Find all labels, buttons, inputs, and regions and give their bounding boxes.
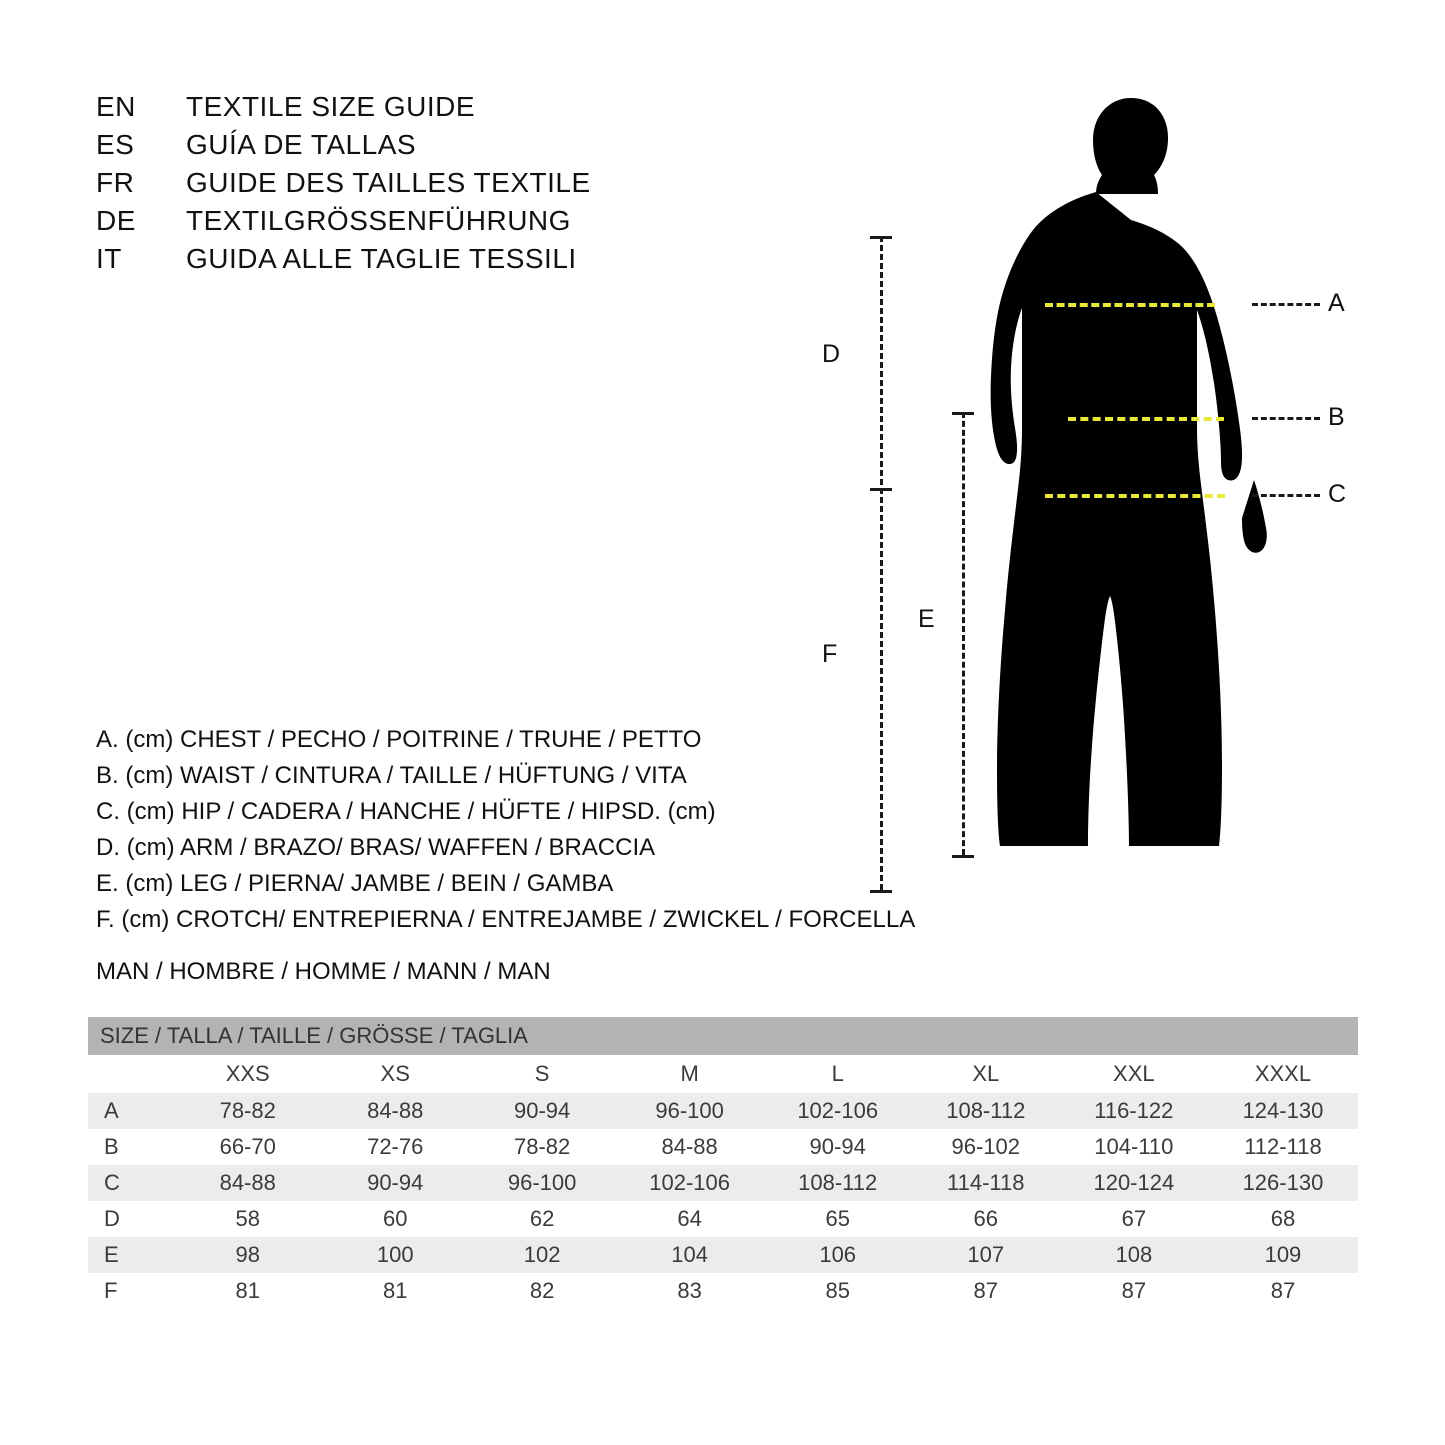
label-e: E — [918, 605, 935, 633]
chest-measure-line — [1045, 303, 1215, 307]
table-row — [88, 1093, 1358, 1129]
man-silhouette-icon — [840, 60, 1380, 960]
cell-a-l: 102-106 — [764, 1093, 912, 1129]
waist-leader-line — [1252, 417, 1320, 420]
cell-e-xl: 107 — [912, 1237, 1060, 1273]
title-text-fr: GUIDE DES TAILLES TEXTILE — [186, 167, 591, 198]
leg-dimension-cap-bottom — [952, 855, 974, 858]
title-text-es: GUÍA DE TALLAS — [186, 129, 417, 160]
legend-e: E. (cm) LEG / PIERNA/ JAMBE / BEIN / GAMBA — [96, 870, 614, 897]
cell-b-l: 90-94 — [764, 1129, 912, 1165]
title-row-it — [96, 240, 736, 278]
cell-d-m: 64 — [616, 1201, 764, 1237]
cell-f-xl: 87 — [912, 1273, 1060, 1309]
size-header-xl: XL — [912, 1055, 1060, 1093]
title-row-de — [96, 202, 736, 240]
size-header-s: S — [469, 1055, 616, 1093]
cell-b-s: 78-82 — [469, 1129, 616, 1165]
cell-e-xxxl: 109 — [1208, 1237, 1358, 1273]
title-lang-it: IT — [96, 243, 122, 274]
table-row — [88, 1237, 1358, 1273]
title-lang-fr: FR — [96, 167, 135, 198]
title-lang-es: ES — [96, 129, 135, 160]
cell-c-xxs: 84-88 — [174, 1165, 322, 1201]
title-lang-en: EN — [96, 91, 136, 122]
table-sizes-row — [88, 1055, 1358, 1093]
size-header-xxs: XXS — [174, 1055, 322, 1093]
cell-e-s: 102 — [469, 1237, 616, 1273]
legend-a: A. (cm) CHEST / PECHO / POITRINE / TRUHE / PETTO — [96, 726, 702, 753]
cell-b-xs: 72-76 — [322, 1129, 469, 1165]
title-row-en — [96, 88, 736, 126]
size-header-m: M — [616, 1055, 764, 1093]
cell-e-xs: 100 — [322, 1237, 469, 1273]
cell-d-s: 62 — [469, 1201, 616, 1237]
row-label-e: E — [88, 1237, 174, 1273]
cell-f-l: 85 — [764, 1273, 912, 1309]
size-header-xxxl: XXXL — [1208, 1055, 1358, 1093]
cell-f-s: 82 — [469, 1273, 616, 1309]
legend-block — [96, 722, 916, 938]
title-text-en: TEXTILE SIZE GUIDE — [186, 91, 476, 122]
cell-d-xxs: 58 — [174, 1201, 322, 1237]
legend-c: C. (cm) HIP / CADERA / HANCHE / HÜFTE / HIPSD. (cm) — [96, 798, 716, 825]
row-label-c: C — [88, 1165, 174, 1201]
cell-e-l: 106 — [764, 1237, 912, 1273]
cell-f-xxxl: 87 — [1208, 1273, 1358, 1309]
label-c: C — [1328, 480, 1347, 508]
table-row — [88, 1201, 1358, 1237]
hip-leader-line — [1252, 494, 1320, 497]
cell-c-m: 102-106 — [616, 1165, 764, 1201]
label-f: F — [822, 640, 838, 668]
cell-b-xl: 96-102 — [912, 1129, 1060, 1165]
cell-a-xxs: 78-82 — [174, 1093, 322, 1129]
title-row-fr — [96, 164, 736, 202]
size-header-l: L — [764, 1055, 912, 1093]
crotch-dimension-cap-top — [870, 236, 892, 239]
table-sizes-corner — [88, 1055, 174, 1093]
cell-a-xxxl: 124-130 — [1208, 1093, 1358, 1129]
cell-c-l: 108-112 — [764, 1165, 912, 1201]
cell-b-xxs: 66-70 — [174, 1129, 322, 1165]
cell-a-s: 90-94 — [469, 1093, 616, 1129]
title-text-de: TEXTILGRÖSSENFÜHRUNG — [186, 205, 571, 236]
table-row — [88, 1165, 1358, 1201]
row-label-a: A — [88, 1093, 174, 1129]
size-header-xs: XS — [322, 1055, 469, 1093]
table-band-header — [88, 1017, 1358, 1055]
cell-c-xxxl: 126-130 — [1208, 1165, 1358, 1201]
hip-measure-line — [1045, 494, 1225, 498]
legend-f: F. (cm) CROTCH/ ENTREPIERNA / ENTREJAMBE / ZWICKEL / FORCELLA — [96, 906, 916, 933]
cell-d-xl: 66 — [912, 1201, 1060, 1237]
waist-measure-line — [1068, 417, 1224, 421]
cell-c-s: 96-100 — [469, 1165, 616, 1201]
cell-f-xxs: 81 — [174, 1273, 322, 1309]
table-row — [88, 1129, 1358, 1165]
cell-e-xxl: 108 — [1060, 1237, 1208, 1273]
title-text-it: GUIDA ALLE TAGLIE TESSILI — [186, 243, 577, 274]
cell-e-xxs: 98 — [174, 1237, 322, 1273]
cell-e-m: 104 — [616, 1237, 764, 1273]
title-row-es — [96, 126, 736, 164]
size-table — [88, 1017, 1358, 1309]
cell-c-xs: 90-94 — [322, 1165, 469, 1201]
label-a: A — [1328, 289, 1345, 317]
arm-dimension-cap — [870, 488, 892, 491]
cell-c-xxl: 120-124 — [1060, 1165, 1208, 1201]
table-row — [88, 1273, 1358, 1309]
leg-dimension-cap-top — [952, 412, 974, 415]
cell-f-m: 83 — [616, 1273, 764, 1309]
cell-b-xxl: 104-110 — [1060, 1129, 1208, 1165]
cell-d-xxl: 67 — [1060, 1201, 1208, 1237]
label-d: D — [822, 340, 841, 368]
cell-b-xxxl: 112-118 — [1208, 1129, 1358, 1165]
title-block — [96, 88, 736, 278]
cell-d-xs: 60 — [322, 1201, 469, 1237]
legend-b: B. (cm) WAIST / CINTURA / TAILLE / HÜFTUNG / VITA — [96, 762, 687, 789]
row-label-f: F — [88, 1273, 174, 1309]
title-lang-de: DE — [96, 205, 136, 236]
label-b: B — [1328, 403, 1345, 431]
cell-a-xs: 84-88 — [322, 1093, 469, 1129]
cell-d-xxxl: 68 — [1208, 1201, 1358, 1237]
row-label-b: B — [88, 1129, 174, 1165]
table-band-label: SIZE / TALLA / TAILLE / GRÖSSE / TAGLIA — [88, 1017, 1358, 1055]
row-label-d: D — [88, 1201, 174, 1237]
cell-f-xs: 81 — [322, 1273, 469, 1309]
chest-leader-line — [1252, 303, 1320, 306]
cell-f-xxl: 87 — [1060, 1273, 1208, 1309]
leg-dimension-line — [962, 412, 965, 855]
legend-d: D. (cm) ARM / BRAZO/ BRAS/ WAFFEN / BRACCIA — [96, 834, 656, 861]
cell-d-l: 65 — [764, 1201, 912, 1237]
cell-a-xxl: 116-122 — [1060, 1093, 1208, 1129]
cell-a-m: 96-100 — [616, 1093, 764, 1129]
measurement-figure — [822, 60, 1380, 960]
cell-c-xl: 114-118 — [912, 1165, 1060, 1201]
cell-a-xl: 108-112 — [912, 1093, 1060, 1129]
gender-label: MAN / HOMBRE / HOMME / MANN / MAN — [96, 958, 551, 985]
cell-b-m: 84-88 — [616, 1129, 764, 1165]
size-header-xxl: XXL — [1060, 1055, 1208, 1093]
